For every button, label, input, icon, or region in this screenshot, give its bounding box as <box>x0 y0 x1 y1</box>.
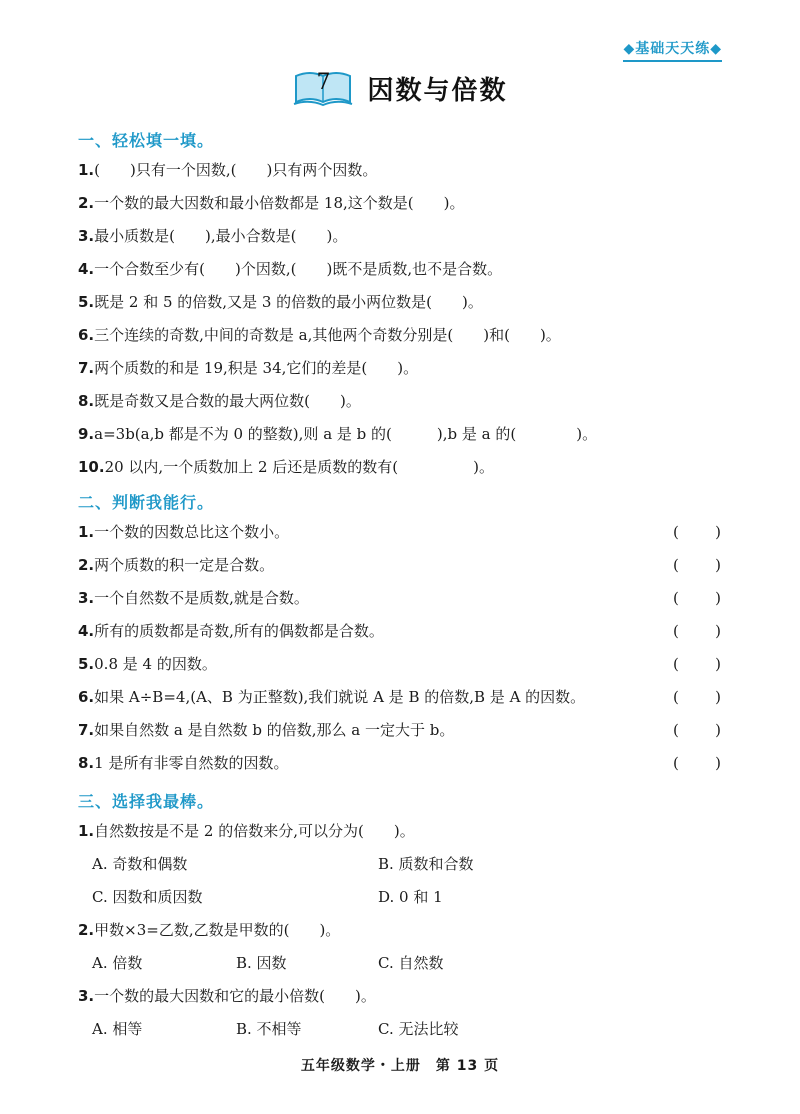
choice-question-3: 3.一个数的最大因数和它的最小倍数( )。 <box>78 987 376 1005</box>
fill-question-10: 10.20 以内,一个质数加上 2 后还是质数的数有( )。 <box>78 458 494 476</box>
choice-option[interactable]: D. 0 和 1 <box>378 888 443 906</box>
section-heading-choice: 三、选择我最棒。 <box>78 792 215 811</box>
choice-option[interactable]: B. 质数和合数 <box>378 855 474 873</box>
fill-question-6: 6.三个连续的奇数,中间的奇数是 a,其他两个奇数分别是( )和( )。 <box>78 326 561 344</box>
page-title: 因数与倍数 <box>367 75 508 106</box>
judge-question-8: 8.1 是所有非零自然数的因数。 <box>78 754 289 772</box>
answer-blank[interactable]: ( ) <box>673 655 721 673</box>
answer-blank[interactable]: ( ) <box>673 589 721 607</box>
fill-question-2: 2.一个数的最大因数和最小倍数都是 18,这个数是( )。 <box>78 194 465 212</box>
fill-question-1: 1.( )只有一个因数,( )只有两个因数。 <box>78 161 378 179</box>
fill-question-8: 8.既是奇数又是合数的最大两位数( )。 <box>78 392 361 410</box>
answer-blank[interactable]: ( ) <box>673 688 721 706</box>
page-footer: 五年级数学・上册 第 13 页 <box>300 1058 500 1074</box>
judge-question-4: 4.所有的质数都是奇数,所有的偶数都是合数。 <box>78 622 384 640</box>
section-heading-judge: 二、判断我能行。 <box>78 493 215 512</box>
answer-blank[interactable]: ( ) <box>673 721 721 739</box>
choice-option[interactable]: A. 奇数和偶数 <box>92 855 188 873</box>
choice-option[interactable]: C. 因数和质因数 <box>92 888 203 906</box>
judge-question-1: 1.一个数的因数总比这个数小。 <box>78 523 290 541</box>
section-heading-fill: 一、轻松填一填。 <box>78 131 215 150</box>
answer-blank[interactable]: ( ) <box>673 523 721 541</box>
series-badge <box>623 38 722 62</box>
choice-question-1: 1.自然数按是不是 2 的倍数来分,可以分为( )。 <box>78 822 415 840</box>
judge-question-7: 7.如果自然数 a 是自然数 b 的倍数,那么 a 一定大于 b。 <box>78 721 455 739</box>
choice-option[interactable]: C. 自然数 <box>378 954 444 972</box>
choice-option[interactable]: B. 不相等 <box>236 1020 302 1038</box>
choice-question-2: 2.甲数×3=乙数,乙数是甲数的( )。 <box>78 921 341 939</box>
answer-blank[interactable]: ( ) <box>673 754 721 772</box>
lesson-title <box>0 68 800 114</box>
book-icon <box>292 68 354 108</box>
lesson-number: 7 <box>316 70 331 95</box>
choice-option[interactable]: C. 无法比较 <box>378 1020 459 1038</box>
judge-question-3: 3.一个自然数不是质数,就是合数。 <box>78 589 309 607</box>
fill-question-5: 5.既是 2 和 5 的倍数,又是 3 的倍数的最小两位数是( )。 <box>78 293 483 311</box>
answer-blank[interactable]: ( ) <box>673 622 721 640</box>
choice-option[interactable]: A. 相等 <box>92 1020 143 1038</box>
fill-question-7: 7.两个质数的和是 19,积是 34,它们的差是( )。 <box>78 359 419 377</box>
choice-option[interactable]: A. 倍数 <box>92 954 143 972</box>
fill-question-3: 3.最小质数是( ),最小合数是( )。 <box>78 227 348 245</box>
fill-question-4: 4.一个合数至少有( )个因数,( )既不是质数,也不是合数。 <box>78 260 503 278</box>
judge-question-6: 6.如果 A÷B=4,(A、B 为正整数),我们就说 A 是 B 的倍数,B 是 A 的因数。 <box>78 688 586 706</box>
choice-option[interactable]: B. 因数 <box>236 954 287 972</box>
fill-question-9: 9.a=3b(a,b 都是不为 0 的整数),则 a 是 b 的( ),b 是 a 的( )。 <box>78 425 598 443</box>
answer-blank[interactable]: ( ) <box>673 556 721 574</box>
badge-label: ◆基础天天练◆ <box>623 41 722 57</box>
judge-question-5: 5.0.8 是 4 的因数。 <box>78 655 217 673</box>
judge-question-2: 2.两个质数的积一定是合数。 <box>78 556 275 574</box>
